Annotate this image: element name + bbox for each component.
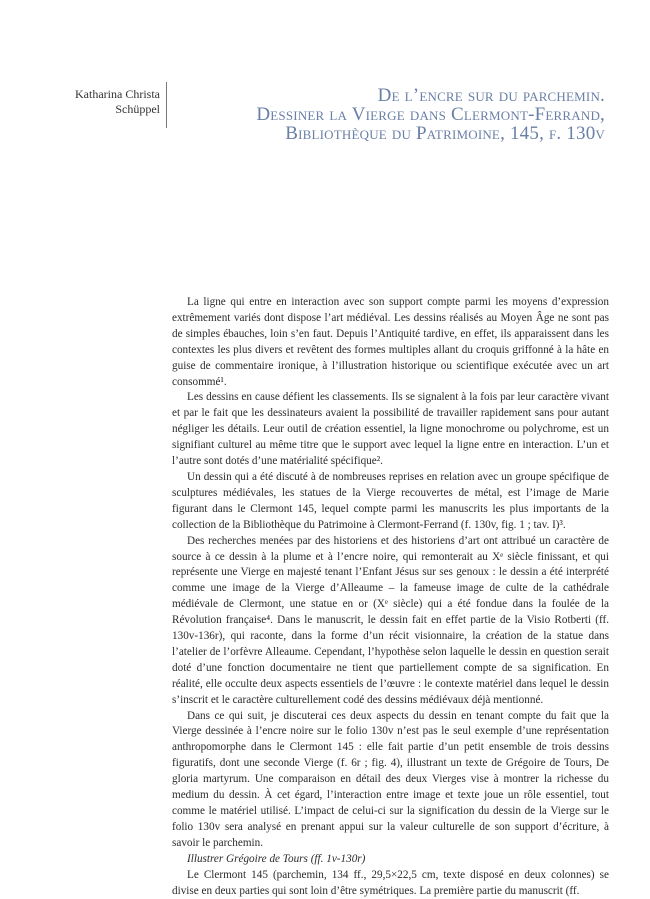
title-line-2: Dessiner la Vierge dans Clermont-Ferrand, <box>256 104 605 125</box>
paragraph-5: Dans ce qui suit, je discuterai ces deux aspects du dessin en tenant compte du fait que la Vierge dessinée à l’encre noire sur le folio 130v n’est pas le seul exemple d’une représentation anthropomorphe dans le Clermont 145 : elle fait partie d’un petit ensemble de trois dessins figuratifs, dont une seconde Vierge (f. 6r ; fig. 4), illustrant un texte de Grégoire de Tours, De gloria martyrum. Une comparaison en détail des deux Vierges vise à montrer la richesse du medium du dessin. À cet égard, l’interaction entre image et texte joue un rôle essentiel, tout comme le matériel utilisé. L’impact de celui-ci sur la signification du dessin de la Vierge sur le folio 130v sera analysé en prenant appui sur la valeur culturelle de son support d’écriture, à savoir le parchemin. <box>172 709 609 849</box>
paragraph-1: La ligne qui entre en interaction avec son support compte parmi les moyens d’expression extrêmement variés dont dispose l’art médiéval. Les dessins réalisés au Moyen Âge ne sont pas de simples ébauches, loin s’en faut. Depuis l’Antiquité tardive, en effet, ils apparaissent dans les contextes les plus divers et revêtent des formes multiples allant du croquis griffonné à la hâte en guise de commentaire ironique, à l’illustration historique ou scientifique exécutée avec un art consommé¹. <box>172 296 609 388</box>
article-body <box>172 295 609 899</box>
paragraph-4: Des recherches menées par des historiens et des historiens d’art ont attribué un caractère de source à ce dessin à la plume et à l’encre noire, qui remonterait au Xᵉ siècle finissant, et qui représente une Vierge en majesté tenant l’Enfant Jésus sur ses genoux : le dessin a été interprété comme une image de la Vierge d’Alleaume – la fameuse image de culte de la cathédrale médiévale de Clermont, une statue en or (Xᵉ siècle) qui a été fondue dans la foulée de la Révolution française⁴. Dans le manuscrit, le dessin fait en effet partie de la Visio Rotberti (ff. 130v-136r), qui raconte, dans la forme d’un récit visionnaire, la création de la statue dans l’atelier de l’orfèvre Alleaume. Cependant, l’hypothèse selon laquelle le dessin en question serait doté d’une fonction documentaire ne tient que partiellement compte de sa signification. En réalité, elle occulte deux aspects essentiels de l’œuvre : le contexte matériel dans lequel le dessin s’inscrit et le caractère culturellement codé des dessins médiévaux déjà mentionné. <box>172 534 609 706</box>
header-divider <box>166 82 167 128</box>
section-paragraph: Le Clermont 145 (parchemin, 134 ff., 29,5×22,5 cm, texte disposé en deux colonnes) se divise en deux parties qui sont loin d’être symétriques. La première partie du manuscrit (ff. <box>172 868 609 897</box>
author-name <box>40 87 160 117</box>
author-name-line-1: Katharina Christa <box>75 87 160 101</box>
author-name-line-2: Schüppel <box>115 102 160 116</box>
paragraph-2: Les dessins en cause défient les classements. Ils se signalent à la fois par leur caractère vivant et par le fait que les dessinateurs avaient la possibilité de travailler rapidement sans pour autant négliger les détails. Leur outil de création essentiel, la ligne monochrome ou polychrome, est un signifiant culturel au même titre que le support avec lequel la ligne entre en interaction. L’un et l’autre sont dotés d’une matérialité spécifique². <box>172 391 609 468</box>
title-line-3: Bibliothèque du Patrimoine, 145, f. 130v <box>285 123 605 144</box>
section-heading: Illustrer Grégoire de Tours (ff. 1v-130r) <box>187 852 366 865</box>
title-line-1: De l’encre sur du parchemin. <box>377 85 605 106</box>
paragraph-3: Un dessin qui a été discuté à de nombreuses reprises en relation avec un groupe spécifique de sculptures médiévales, les statues de la Vierge recouvertes de métal, est l’image de Marie figurant dans le Clermont 145, lequel compte parmi les manuscrits les plus importants de la collection de la Bibliothèque du Patrimoine à Clermont-Ferrand (f. 130v, fig. 1 ; tav. I)³. <box>172 470 609 531</box>
article-title <box>190 86 605 143</box>
